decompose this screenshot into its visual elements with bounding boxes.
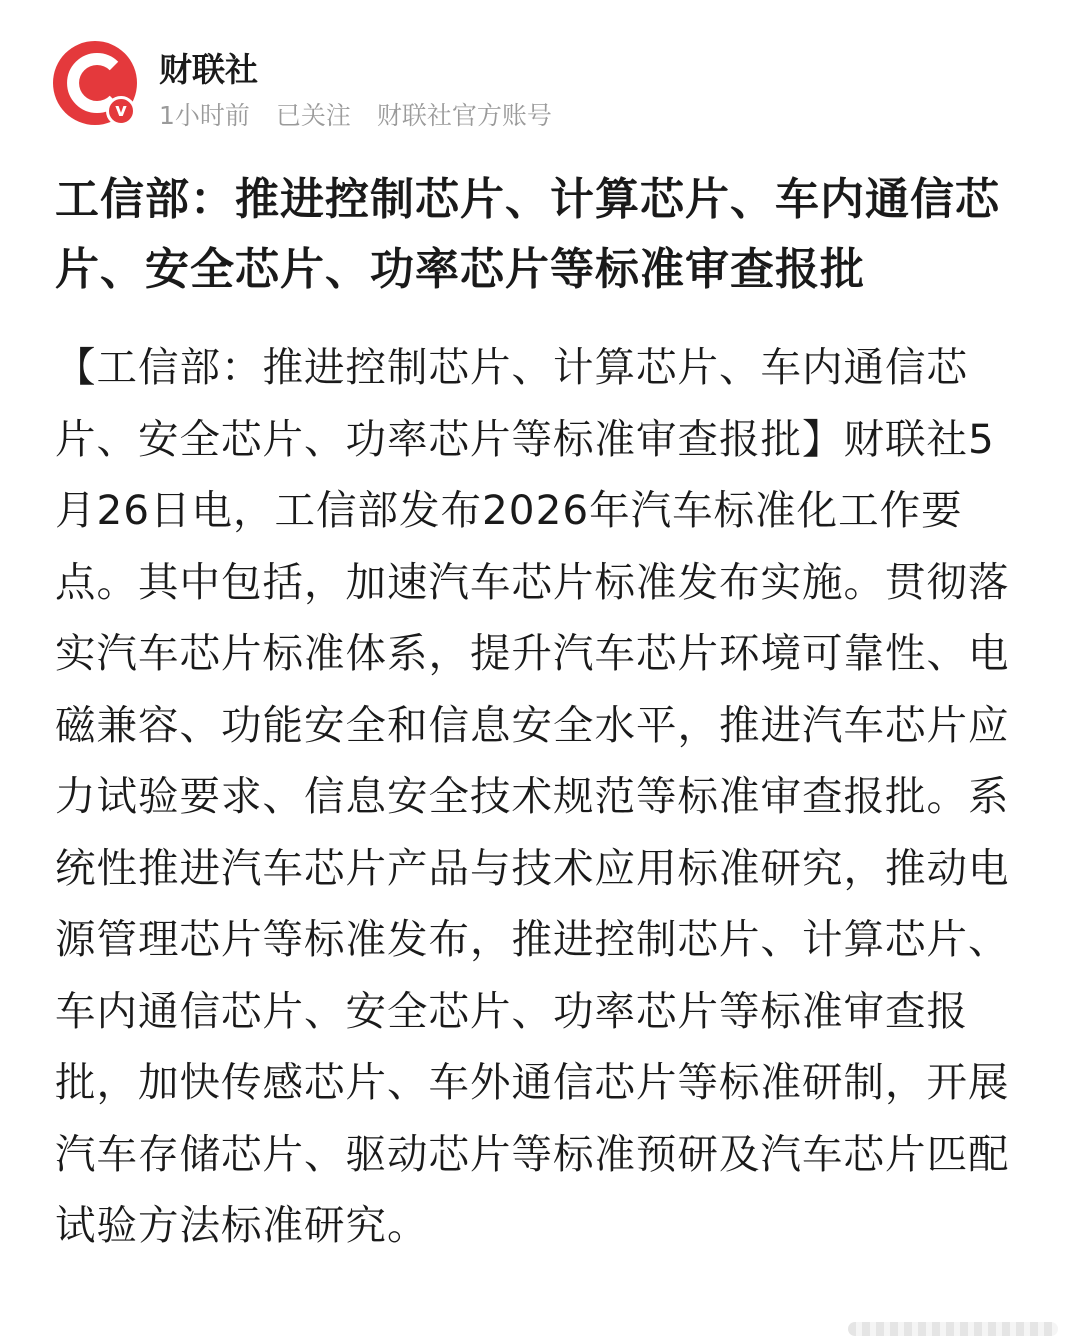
- post-meta: [159, 96, 570, 132]
- scroll-indicator[interactable]: [848, 1322, 1058, 1336]
- article-body: 【工信部：推进控制芯片、计算芯片、车内通信芯片、安全芯片、功率芯片等标准审查报批】财联社5月26日电，工信部发布2026年汽车标准化工作要点。其中包括，加速汽车芯片标准发布实施。贯彻落实汽车芯片标准体系，提升汽车芯片环境可靠性、电磁兼容、功能安全和信息安全水平，推进汽车芯片应力试验要求、信息安全技术规范等标准审查报批。系统性推进汽车芯片产品与技术应用标准研究，推动电源管理芯片等标准发布，推进控制芯片、计算芯片、车内通信芯片、安全芯片、功率芯片等标准审查报批，加快传感芯片、车外通信芯片等标准研制，开展汽车存储芯片、驱动芯片等标准预研及汽车芯片匹配试验方法标准研究。: [55, 343, 1010, 1249]
- article-title: 工信部：推进控制芯片、计算芯片、车内通信芯片、安全芯片、功率芯片等标准审查报批: [55, 174, 1000, 295]
- verified-badge-icon: v: [106, 96, 136, 126]
- account-avatar[interactable]: [52, 40, 138, 126]
- account-type: 财联社官方账号: [376, 101, 552, 130]
- account-name[interactable]: 财联社: [159, 50, 258, 89]
- follow-status[interactable]: 已关注: [275, 101, 351, 130]
- post-header: [52, 40, 1032, 132]
- post-time: 1小时前: [159, 101, 250, 130]
